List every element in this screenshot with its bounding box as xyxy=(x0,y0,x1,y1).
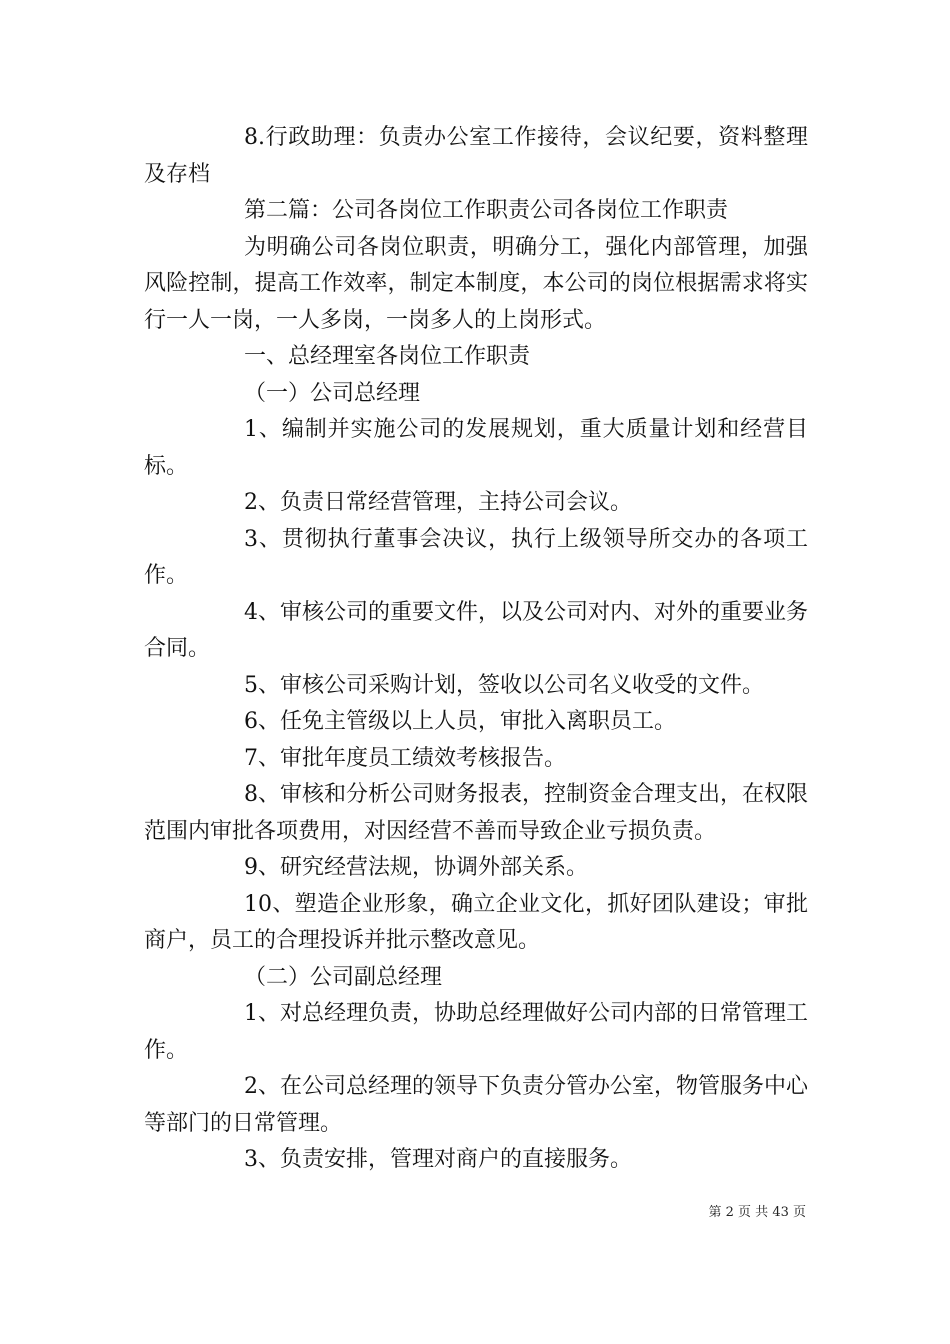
gm-duty-2: 2、负责日常经营管理，主持公司会议。 xyxy=(244,490,632,515)
gm-duty-10: 10、塑造企业形象，确立企业文化，抓好团队建设；审批商户，员工的合理投诉并批示整改意见。 xyxy=(144,891,808,953)
gm-duty-8: 8、审核和分析公司财务报表，控制资金合理支出，在权限范围内审批各项费用，对因经营不善而导致企业亏损负责。 xyxy=(144,782,808,844)
section-title-part-two: 第二篇：公司各岗位工作职责公司各岗位工作职责 xyxy=(244,198,729,223)
page-number-footer: 第 2 页 共 43 页 xyxy=(708,1205,806,1220)
gm-duty-1: 1、编制并实施公司的发展规划，重大质量计划和经营目标。 xyxy=(144,417,808,479)
gm-duty-3: 3、贯彻执行董事会决议，执行上级领导所交办的各项工作。 xyxy=(144,526,808,588)
subheading-general-manager: （一）公司总经理 xyxy=(244,380,421,406)
gm-duty-6: 6、任免主管级以上人员，审批入离职员工。 xyxy=(244,709,676,734)
gm-duty-4: 4、审核公司的重要文件，以及公司对内、对外的重要业务合同。 xyxy=(144,599,808,661)
gm-duty-5: 5、审核公司采购计划，签收以公司名义收受的文件。 xyxy=(244,672,764,698)
deputy-duty-2: 2、在公司总经理的领导下负责分管办公室，物管服务中心等部门的日常管理。 xyxy=(144,1074,808,1136)
document-body xyxy=(144,120,808,1179)
deputy-duty-3: 3、负责安排，管理对商户的直接服务。 xyxy=(244,1147,632,1172)
deputy-duty-1: 1、对总经理负责，协助总经理做好公司内部的日常管理工作。 xyxy=(144,1001,808,1063)
heading-gm-office: 一、总经理室各岗位工作职责 xyxy=(244,344,531,369)
paragraph-intro: 为明确公司各岗位职责，明确分工，强化内部管理，加强风险控制，提高工作效率，制定本制度，本公司的岗位根据需求将实行一人一岗，一人多岗，一岗多人的上岗形式。 xyxy=(144,234,808,333)
paragraph-admin-assistant: 8.行政助理：负责办公室工作接待，会议纪要，资料整理及存档 xyxy=(144,125,808,187)
gm-duty-9: 9、研究经营法规，协调外部关系。 xyxy=(244,855,588,880)
gm-duty-7: 7、审批年度员工绩效考核报告。 xyxy=(244,745,566,771)
subheading-deputy-gm: （二）公司副总经理 xyxy=(244,964,443,990)
